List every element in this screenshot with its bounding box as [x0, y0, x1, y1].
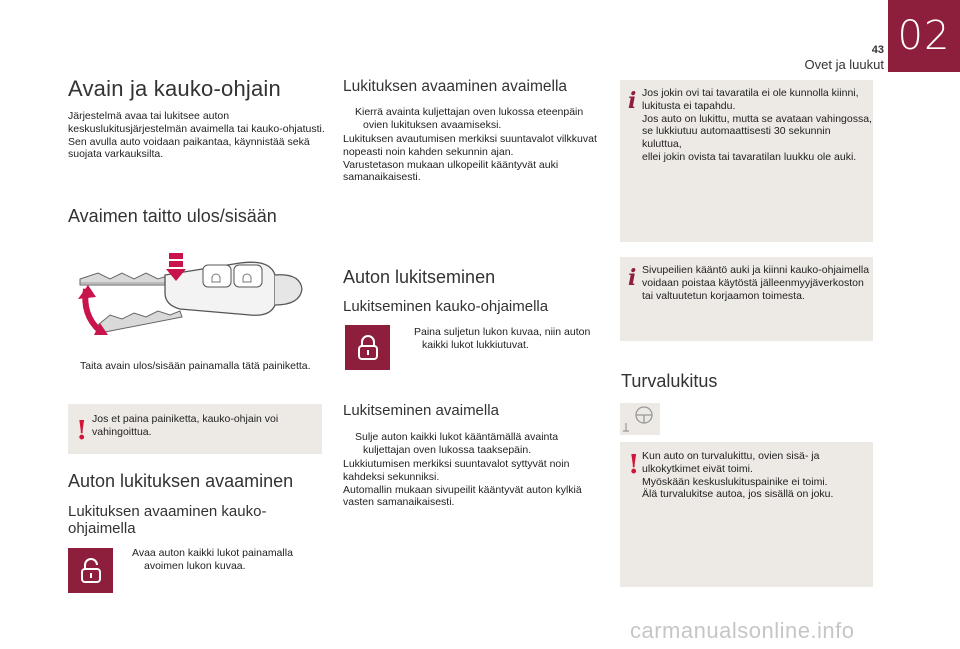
main-title: Avain ja kauko-ohjain	[68, 76, 281, 101]
steering-wheel-icon	[620, 403, 660, 435]
fold-warning-text: Jos et paina painiketta, kauko-ohjain voi vahingoittua.	[92, 413, 279, 438]
warning-icon: !	[76, 416, 88, 446]
key-unlock-title: Lukituksen avaaminen avaimella	[343, 78, 568, 95]
warning-icon: !	[628, 450, 640, 480]
fold-title: Avaimen taitto ulos/sisään	[68, 206, 277, 226]
key-unlock-bullet: Kierrä avainta kuljettajan oven lukossa eteenpäin ovien lukituksen avaamiseksi.	[355, 106, 584, 131]
intro-text: Järjestelmä avaa tai lukitsee auton keskuslukitusjärjestelmän avaimella tai kauko-ohjatusti. Sen avulla auto voidaan paikantaa, käynnistää sekä suojata varkauksilta.	[68, 110, 325, 161]
key-fold-illustration	[70, 245, 320, 345]
unlock-remote-title: Lukituksen avaaminen kauko- ohjaimella	[68, 503, 267, 537]
unlock-remote-bullet: Avaa auton kaikki lukot painamalla avoimen lukon kuvaa.	[132, 547, 293, 572]
lock-key-title: Lukitseminen avaimella	[343, 402, 499, 419]
unlock-icon	[68, 548, 113, 593]
lock-key-text: Lukkiutumisen merkiksi suuntavalot syttyvät noin kahdeksi sekunniksi. Automallin mukaan sivupeilit kääntyvät auton kylkiä vasten samanaikaisesti.	[343, 458, 582, 509]
lock-title: Auton lukitseminen	[343, 267, 496, 287]
lock-remote-bullet: Paina suljetun lukon kuvaa, niin auton kaikki lukot lukkiutuvat.	[414, 326, 591, 351]
section-title: Ovet ja luukut	[804, 57, 884, 72]
info-panel-lock	[620, 80, 873, 242]
info-icon: i	[628, 88, 637, 114]
page-number: 43	[871, 44, 884, 56]
lock-key-bullet: Sulje auton kaikki lukot kääntämällä avainta kuljettajan oven lukossa taaksepäin.	[355, 431, 559, 456]
info-mirrors-text: Sivupeilien kääntö auki ja kiinni kauko-ohjaimella voidaan poistaa käytöstä jälleenmyyjäverkoston tai valtuutetun korjaamon toimesta.	[642, 264, 870, 302]
watermark: carmanualsonline.info	[630, 618, 855, 643]
lock-icon	[345, 325, 390, 370]
unlock-title: Auton lukituksen avaaminen	[68, 471, 294, 491]
security-warning-panel	[620, 442, 873, 587]
fold-warning-panel	[68, 404, 322, 454]
lock-remote-title: Lukitseminen kauko-ohjaimella	[343, 298, 549, 315]
security-title: Turvalukitus	[621, 371, 718, 391]
security-warning-text: Kun auto on turvalukittu, ovien sisä- ja ulkokytkimet eivät toimi. Myöskään keskuslukituspainike ei toimi. Älä turvalukitse autoa, jos sisällä on joku.	[642, 450, 834, 501]
info-icon: i	[628, 265, 637, 291]
info-lock-text: Jos jokin ovi tai tavaratila ei ole kunnolla kiinni, lukitusta ei tapahdu. Jos auto on lukittu, mutta se avataan vahingossa, se lukkiutuu automaattisesti 30 sekunnin kuluttua, ellei jokin ovista tai tavaratilan luukku ole auki.	[642, 87, 872, 163]
fold-bullet: Taita avain ulos/sisään painamalla tätä painiketta.	[80, 360, 311, 372]
key-unlock-text: Lukituksen avautumisen merkiksi suuntavalot vilkkuvat nopeasti noin kahden sekunnin ajan. Varustetason mukaan ulkopeilit kääntyvät auki samanaikaisesti.	[343, 133, 597, 184]
info-panel-mirrors	[620, 257, 873, 341]
chapter-number: 02	[888, 0, 960, 72]
